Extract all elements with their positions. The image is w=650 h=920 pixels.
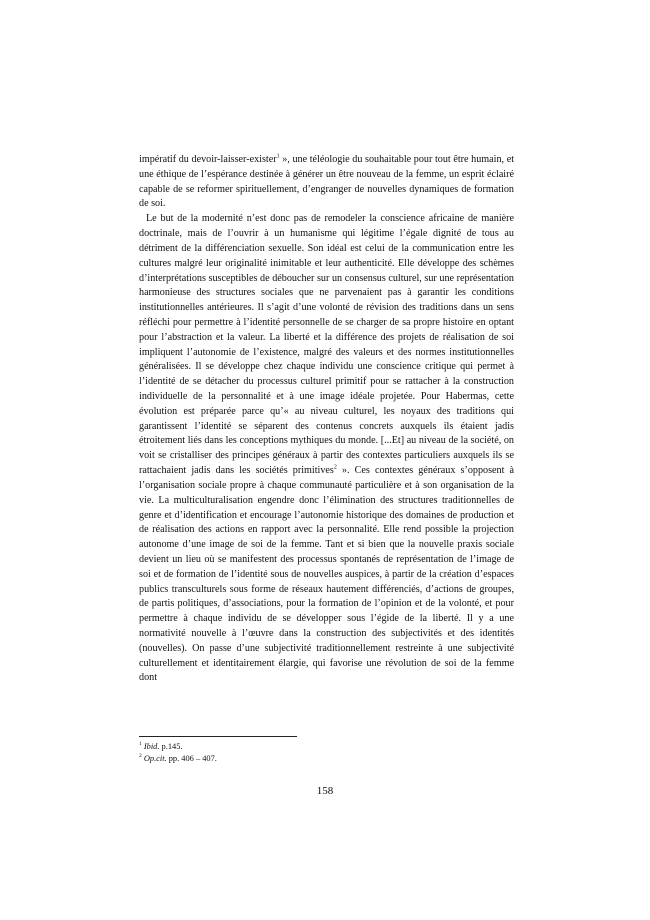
footnotes (139, 741, 514, 764)
body-text (139, 153, 514, 686)
footnote-pages: pp. 406 – 407. (166, 753, 217, 763)
footnote-separator (139, 736, 297, 737)
paragraph-text: ». Ces contextes généraux s’opposent à l’organisation sociale propre à chaque communauté particulière et à son organisation de la vie. La multiculturalisation engendre donc l’élimination des structures traditionnelles de genre et d’identification et encourage l’autonomie historique des domaines de production et de réalisation des actions en rapport avec la personnalité. Elle rend possible la projection autonome d’une image de soi de la femme. Tant et si bien que la nouvelle praxis sociale devient un lieu où se manifestent des processus spontanés de représentation de l’image de soi et de formation de l’identité sous de nouvelles auspices, à partir de la création d’espaces publics transculturels sous forme de réseaux hautement différenciés, d’actions de groupes, de partis politiques, d’associations, pour la formation de l’opinion et de la volonté, et pour permettre à chaque individu de se développer sous l’égide de la liberté. Il y a une normativité nouvelle à l’œuvre dans la construction des subjectivités et des identités (nouvelles). On passe d’une subjectivité traditionnellement restreinte à une subjectivité culturellement et identitairement élargie, qui favorise une révolution de soi de la femme dont (139, 465, 514, 684)
footnote (139, 753, 514, 765)
paragraph-text: », une téléologie du souhaitable pour tout être humain, et une éthique de l’espérance destinée à générer un être nouveau de la femme, un esprit éclairé capable de se reformer spirituellement, d’engranger de nouvelles dynamiques de formation de soi. (139, 154, 515, 210)
paragraph-text: impératif du devoir-laisser-exister (139, 154, 277, 165)
footnote-reference: 1 (276, 153, 280, 160)
footnote-source: Op.cit. (143, 753, 167, 763)
paragraph (139, 153, 514, 212)
footnote-pages: p.145. (159, 742, 183, 751)
footnote-number: 2 (139, 752, 142, 759)
paragraph (139, 212, 514, 686)
footnote-number: 1 (139, 741, 142, 748)
footnote-reference: 2 (333, 464, 337, 471)
footnote (139, 741, 514, 753)
paragraph-text: Le but de la modernité n’est donc pas de remodeler la conscience africaine de manière doctrinale, mais de l’ouvrir à un humanisme qui légitime l’égale dignité de tous au détriment de la différenciation sexuelle. Son idéal est celui de la communication entre les cultures malgré leur originalité inimitable et leur authenticité. Elle développe des schèmes d’interprétations susceptibles de déboucher sur un consensus culturel, sur une représentation harmonieuse des structures sociales que ne parvenaient pas à garantir les conditions institutionnelles antérieures. Il s’agit d’une volonté de révision des traditions dans un sens réfléchi pour permettre à l’identité personnelle de se charger de sa propre histoire en optant pour l’abstraction et la valeur. La liberté et la différence des projets de réalisation de soi impliquent l’autonomie de l’existence, malgré des valeurs et des normes institutionnelles généralisées. Il se développe chez chaque individu une conscience critique qui permet à l’identité de se détacher du processus culturel primitif pour se rattacher à la construction individuelle de la personnalité et à une image idéale projetée. Pour Habermas, cette évolution est préparée parce qu’« au niveau culturel, les noyaux des traditions qui garantissent l’identité se séparent des contenus concrets auxquels ils étaient jadis étroitement liés dans les conceptions mythiques du monde. [...Et] au niveau de la société, on voit se cristalliser des principes généraux à partir des contextes particuliers auxquels ils se rattachaient jadis dans les sociétés primitives (139, 213, 514, 477)
footnote-source: Ibid. (143, 742, 160, 751)
page-number: 158 (316, 785, 334, 797)
